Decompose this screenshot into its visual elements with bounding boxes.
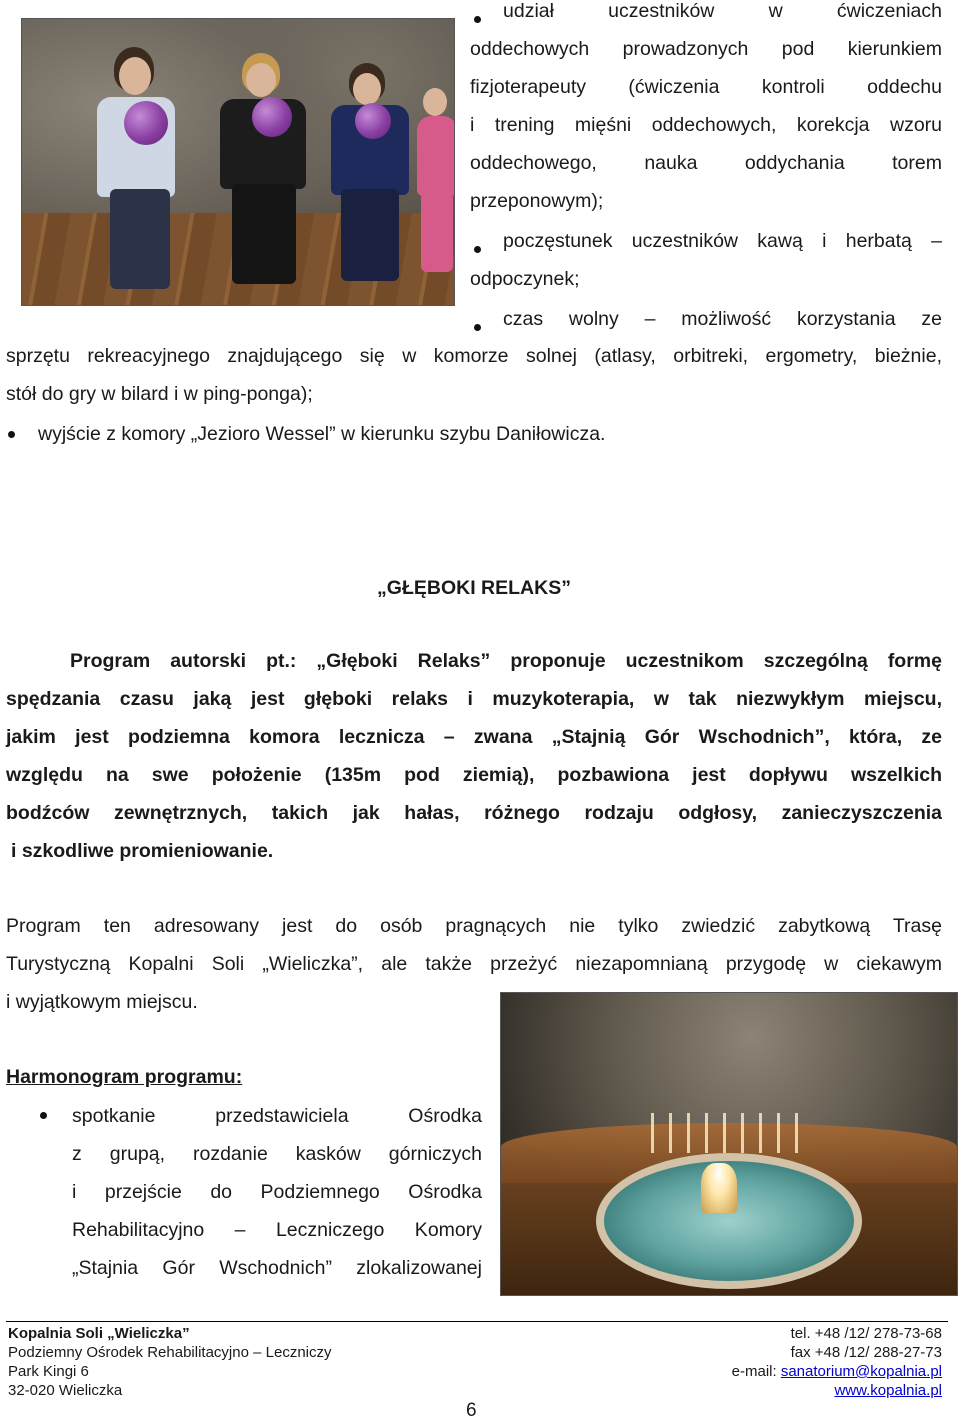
person-figure [417, 84, 455, 284]
footer-divider [6, 1321, 948, 1322]
text-line: czas wolny – możliwość korzystania ze [503, 308, 942, 330]
footer-fax: fax +48 /12/ 288-27-73 [790, 1344, 942, 1361]
text-line: sprzętu rekreacyjnego znajdującego się w komorze solnej (atlasy, orbitreki, ergometry, bieżnie, [6, 345, 942, 367]
exercise-group-photo [21, 18, 455, 306]
footer-city: 32-020 Wieliczka [8, 1382, 123, 1399]
email-link[interactable]: sanatorium@kopalnia.pl [780, 1363, 942, 1380]
text-line: Program autorski pt.: „Głęboki Relaks” proponuje uczestnikom szczególną formę [70, 650, 942, 672]
text-line: względu na swe położenie (135m pod ziemią), pozbawiona jest dopływu wszelkich [6, 764, 942, 786]
text-line: Rehabilitacyjno – Leczniczego Komory [72, 1219, 482, 1241]
text-line: jakim jest podziemna komora lecznicza – zwana „Stajnią Gór Wschodnich”, która, ze [6, 726, 942, 748]
fountain [701, 1163, 737, 1213]
bullet-dot [40, 1112, 47, 1119]
text-line: poczęstunek uczestników kawą i herbatą – [503, 230, 942, 252]
text-line: z grupą, rozdanie kasków górniczych [72, 1143, 482, 1165]
person-figure [212, 49, 322, 289]
text-line: „Stajnia Gór Wschodnich” zlokalizowanej [72, 1257, 482, 1279]
text-line: spotkanie przedstawiciela Ośrodka [72, 1105, 482, 1127]
section-title: „GŁĘBOKI RELAKS” [377, 577, 571, 599]
text-line: odpoczynek; [470, 268, 580, 290]
footer-street: Park Kingi 6 [8, 1363, 89, 1380]
text-line: fizjoterapeuty (ćwiczenia kontroli oddechu [470, 76, 942, 98]
person-figure [327, 59, 427, 289]
text-line: Turystyczną Kopalni Soli „Wieliczka”, ale także przeżyć niezapomnianą przygodę w ciekawym [6, 953, 942, 975]
footer-department: Podziemny Ośrodek Rehabilitacyjno – Leczniczy [8, 1344, 332, 1361]
text-line: i szkodliwe promieniowanie. [11, 840, 274, 862]
text-line: przeponowym); [470, 190, 604, 212]
website-link[interactable]: www.kopalnia.pl [834, 1382, 942, 1399]
text-line: Program ten adresowany jest do osób pragnących nie tylko zwiedzić zabytkową Trasę [6, 915, 942, 937]
text-line: stół do gry w bilard i w ping-ponga); [6, 383, 313, 405]
text-line: udział uczestników w ćwiczeniach [503, 0, 942, 22]
footer-phone: tel. +48 /12/ 278-73-68 [790, 1325, 942, 1342]
text-line: i trening mięśni oddechowych, korekcja wzoru [470, 114, 942, 136]
text-line: oddechowych prowadzonych pod kierunkiem [470, 38, 942, 60]
text-line: oddechowego, nauka oddychania torem [470, 152, 942, 174]
bullet-dot [474, 324, 481, 331]
schedule-heading: Harmonogram programu: [6, 1066, 243, 1088]
footer-website [834, 1381, 942, 1401]
person-figure [92, 39, 202, 299]
footer-email-line: e-mail: sanatorium@kopalnia.pl [731, 1363, 942, 1380]
page-number: 6 [466, 1400, 477, 1421]
text-line: i wyjątkowym miejscu. [6, 991, 198, 1013]
text-line: i przejście do Podziemnego Ośrodka [72, 1181, 482, 1203]
text-line: wyjście z komory „Jezioro Wessel” w kierunku szybu Daniłowicza. [38, 423, 606, 445]
footer-company: Kopalnia Soli „Wieliczka” [8, 1325, 190, 1342]
text-line: bodźców zewnętrznych, takich jak hałas, różnego rodzaju odgłosy, zanieczyszczenia [6, 802, 942, 824]
bullet-dot [474, 246, 481, 253]
text-line: spędzania czasu jaką jest głęboki relaks i muzykoterapia, w tak niezwykłym miejscu, [6, 688, 942, 710]
bullet-dot [8, 431, 15, 438]
bullet-dot [474, 16, 481, 23]
light-strings [651, 1113, 801, 1153]
salt-chamber-pool-photo [500, 992, 958, 1296]
